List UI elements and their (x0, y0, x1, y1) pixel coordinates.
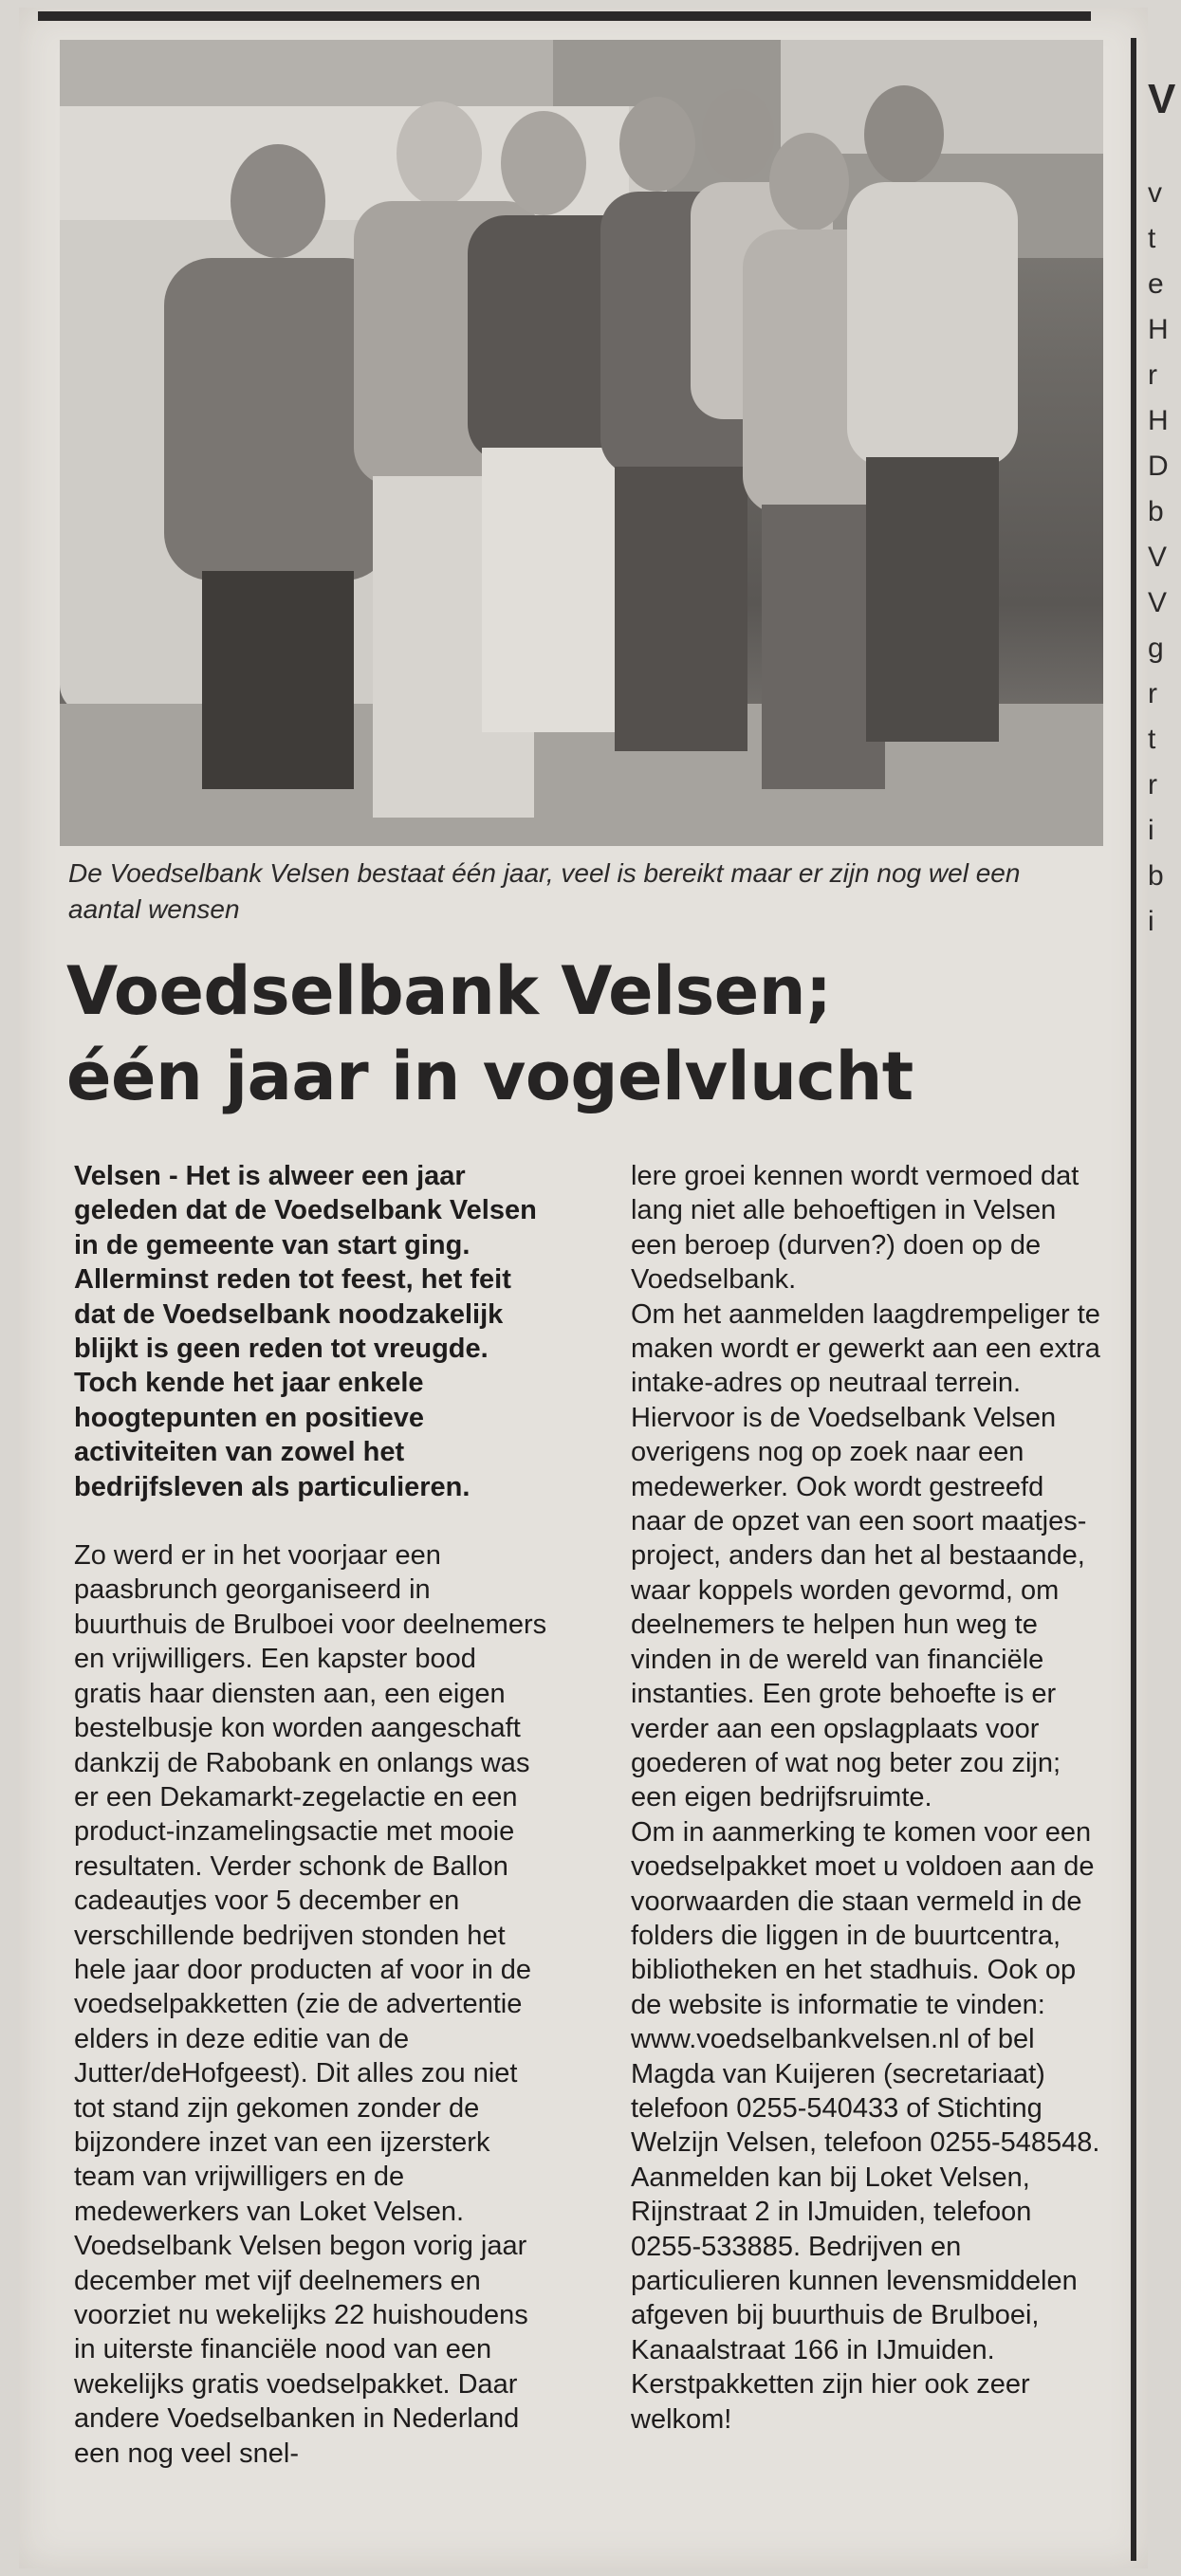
body-paragraph: Voedselbank Velsen begon vorig jaar december met vijf deelnemers en voorziet nu wekelijks 22 huishoudens in uiterste financiële nood van een wekelijks gratis voedselpakket. Daar andere Voedselbanken in Nederland een nog veel snel- (74, 2231, 528, 2469)
body-paragraph: Om in aanmerking te komen voor een voedselpakket moet u voldoen aan de voorwaarden die staan vermeld in de folders die liggen in de buurtcentra, bibliotheken en het stadhuis. Ook op de website is informatie te vinden: www.voedselbankvelsen.nl of bel Magda van Kuijeren (secretariaat) telefoon 0255-540433 of Stichting Welzijn Velsen, telefoon 0255-548548. Aanmelden kan bij Loket Velsen, Rijnstraat 2 in IJmuiden, telefoon 0255-533885. Bedrijven en particulieren kunnen levensmiddelen afgeven bij buurthuis de Brulboei, Kanaalstraat 166 in IJmuiden. Kerstpakketten zijn hier ook zeer welkom! (631, 1816, 1100, 2435)
fragment-letter: r (1148, 359, 1157, 391)
article-column-left (74, 1159, 548, 2471)
fragment-letter: g (1148, 633, 1164, 664)
headline-line-2: één jaar in vogelvlucht (66, 1038, 913, 1115)
adjacent-column-fragment (1148, 171, 1181, 1024)
photo-caption: De Voedselbank Velsen bestaat één jaar, veel is bereikt maar er zijn nog wel een aantal wensen (68, 858, 1021, 924)
fragment-letter: H (1148, 405, 1169, 436)
fragment-letter: i (1148, 815, 1154, 846)
fragment-letter: r (1148, 678, 1157, 709)
fragment-letter: t (1148, 223, 1156, 254)
headline-line-1: Voedselbank Velsen; (66, 952, 832, 1030)
fragment-letter: i (1148, 906, 1154, 937)
lead-paragraph: Velsen - Het is alweer een jaar geleden dat de Voedselbank Velsen in de gemeente van start ging. Allerminst reden tot feest, het feit dat de Voedselbank noodzakelijk blijkt is geen reden tot vreugde. Toch kende het jaar enkele hoogtepunten en positieve activiteiten van zowel het bedrijfsleven als particulieren. (74, 1161, 537, 1502)
fragment-letter: V (1148, 542, 1168, 573)
top-rule (38, 11, 1091, 21)
article-column-right (631, 1159, 1100, 2437)
fragment-letter: b (1148, 860, 1164, 892)
body-paragraph: Zo werd er in het voorjaar een paasbrunch georganiseerd in buurthuis de Brulboei voor deelnemers en vrijwilligers. Een kapster bood gratis haar diensten aan, een eigen bestelbusje kon worden aangeschaft dankzij de Rabobank en onlangs was er een Dekamarkt-zegelactie en een product-inzamelingsactie met mooie resultaten. Verder schonk de Ballon cadeautjes voor 5 december en verschillende bedrijven stonden het hele jaar door producten af voor in de voedselpakketten (zie de advertentie elders in deze editie van de Jutter/deHofgeest). Dit alles zou niet tot stand zijn gekomen zonder de bijzondere inzet van een ijzersterk team van vrijwilligers en de medewerkers van Loket Velsen. (74, 1540, 547, 2227)
group-photo (60, 40, 1103, 846)
body-paragraph: lere groei kennen wordt vermoed dat lang niet alle behoeftigen in Velsen een beroep (durven?) doen op de Voedselbank. (631, 1161, 1080, 1296)
fragment-letter: t (1148, 724, 1156, 755)
fragment-letter: r (1148, 769, 1157, 800)
adjacent-column-initial: V (1148, 76, 1176, 122)
fragment-letter: v (1148, 177, 1162, 209)
fragment-letter: V (1148, 587, 1168, 618)
headline (66, 948, 1110, 1119)
fragment-letter: D (1148, 451, 1169, 482)
column-divider (1131, 38, 1136, 2561)
fragment-letter: b (1148, 496, 1164, 527)
fragment-letter: H (1148, 314, 1169, 345)
fragment-letter: e (1148, 268, 1164, 300)
body-paragraph: Om het aanmelden laagdrempeliger te maken wordt er gewerkt aan een extra intake-adres op neutraal terrein. Hiervoor is de Voedselbank Velsen overigens nog op zoek naar een medewerker. Ook wordt gestreefd naar de opzet van een soort maatjes-project, anders dan het al bestaande, waar koppels worden gevormd, om deelnemers te helpen hun weg te vinden in de wereld van financiële instanties. Een grote behoefte is er verder aan een opslagplaats voor goederen of wat nog beter zou zijn; een eigen bedrijfsruimte. (631, 1298, 1100, 1813)
